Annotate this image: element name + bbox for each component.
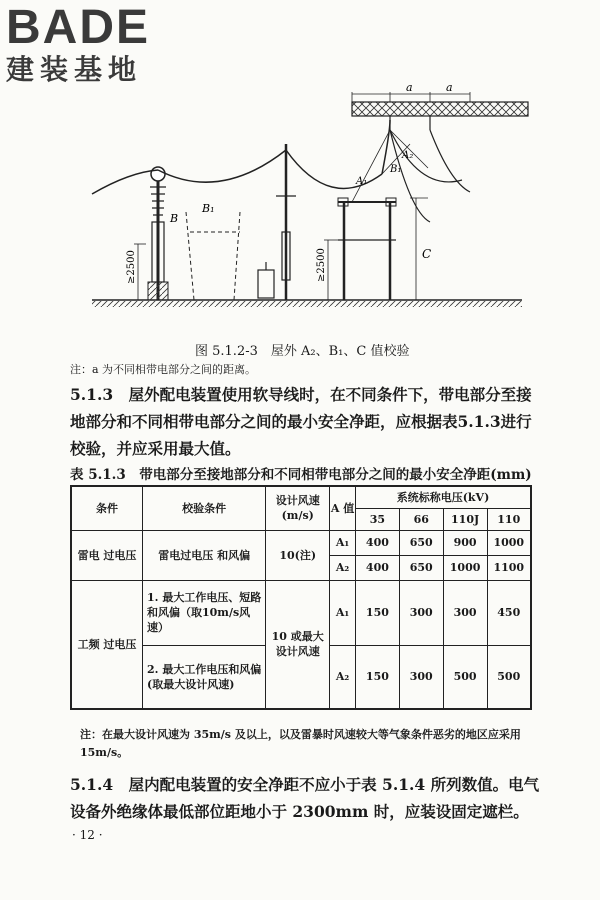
ground-line [92, 300, 522, 307]
table-cell: 400 [356, 530, 400, 555]
header-voltage-110: 110 [487, 508, 531, 530]
header-voltage-66: 66 [399, 508, 443, 530]
table-cell: 150 [356, 580, 400, 645]
cell-a-label: A₂ [330, 555, 356, 580]
table-cell: 150 [356, 645, 400, 709]
cell-condition-lightning: 雷电 过电压 [71, 530, 143, 580]
cell-a-label: A₁ [330, 580, 356, 645]
table-cell: 500 [487, 645, 531, 709]
portal-frame [338, 198, 396, 300]
cell-check-lightning: 雷电过电压 和风偏 [143, 530, 266, 580]
cell-check-item-1: 1. 最大工作电压、短路和风偏（取10m/s风速） [143, 580, 266, 645]
cell-a-label: A₂ [330, 645, 356, 709]
table-title: 表 5.1.3 带电部分至接地部分和不同相带电部分之间的最小安全净距(mm) [70, 467, 532, 483]
table-cell: 500 [443, 645, 487, 709]
label-a-right: a [446, 81, 453, 94]
cell-check-item-2: 2. 最大工作电压和风偏(取最大设计风速) [143, 645, 266, 709]
label-c: C [422, 247, 432, 261]
table-cell: 450 [487, 580, 531, 645]
substation-clearance-diagram [90, 72, 530, 312]
middle-pole [276, 144, 296, 300]
header-check: 校验条件 [143, 486, 266, 530]
equipment-box [258, 262, 274, 298]
header-voltage-110j: 110J [443, 508, 487, 530]
table-cell: 300 [443, 580, 487, 645]
figure-note: 注：a 为不同相带电部分之间的距离。 [70, 363, 257, 376]
table-cell: 1100 [487, 555, 531, 580]
b1-dashed-envelope [186, 212, 240, 300]
label-a-left: a [406, 81, 413, 94]
table-cell: 300 [399, 645, 443, 709]
page-number: · 12 · [72, 828, 103, 842]
right-height-label: ≥2500 [316, 248, 327, 282]
label-b1-left-2: B [170, 212, 179, 225]
left-height-label: ≥2500 [126, 250, 137, 284]
table-cell: 900 [443, 530, 487, 555]
cell-wind-lightning: 10(注) [266, 530, 330, 580]
header-condition: 条件 [71, 486, 143, 530]
logo-subtitle: 建装基地 [6, 53, 143, 86]
soft-conductors [92, 120, 390, 194]
header-a: A 值 [330, 486, 356, 530]
logo-wordmark: BADE [6, 1, 151, 54]
clearance-table [70, 485, 532, 710]
left-insulator-post [148, 167, 168, 300]
header-wind: 设计风速 (m/s) [266, 486, 330, 530]
table-cell: 650 [399, 555, 443, 580]
cell-condition-power-frequency: 工频 过电压 [71, 580, 143, 709]
section-5-1-3-text: 5.1.3 屋外配电装置使用软导线时，在不同条件下，带电部分至接地部分和不同相带电部分之间的最小安全净距，应根据表5.1.3进行校验，并应采用最大值。 [70, 385, 532, 458]
table-cell: 400 [356, 555, 400, 580]
suspension-insulators [390, 116, 470, 222]
cell-a-label: A₁ [330, 530, 356, 555]
overhead-truss [352, 92, 528, 116]
label-a2: A₂ [402, 150, 414, 161]
table-cell: 650 [399, 530, 443, 555]
label-b1-left: B₁ [202, 202, 215, 215]
cell-wind-power-frequency: 10 或最大 设计风速 [266, 580, 330, 709]
table-cell: 300 [399, 580, 443, 645]
figure-caption: 图 5.1.2-3 屋外 A₂、B₁、C 值校验 [195, 344, 410, 359]
header-voltage-35: 35 [356, 508, 400, 530]
table-cell: 1000 [443, 555, 487, 580]
section-5-1-4-text: 5.1.4 屋内配电装置的安全净距不应小于表 5.1.4 所列数值。电气设备外绝缘体最低部位距地小于 2300mm 时，应装设固定遮栏。 [70, 775, 540, 821]
table-cell: 1000 [487, 530, 531, 555]
header-voltage: 系统标称电压(kV) [356, 486, 532, 508]
label-a1: A₁ [356, 176, 368, 187]
table-note: 注：在最大设计风速为 35m/s 及以上，以及雷暴时风速较大等气象条件恶劣的地区应采用 15m/s。 [80, 728, 521, 759]
label-b1-right: B₁ [390, 164, 402, 175]
